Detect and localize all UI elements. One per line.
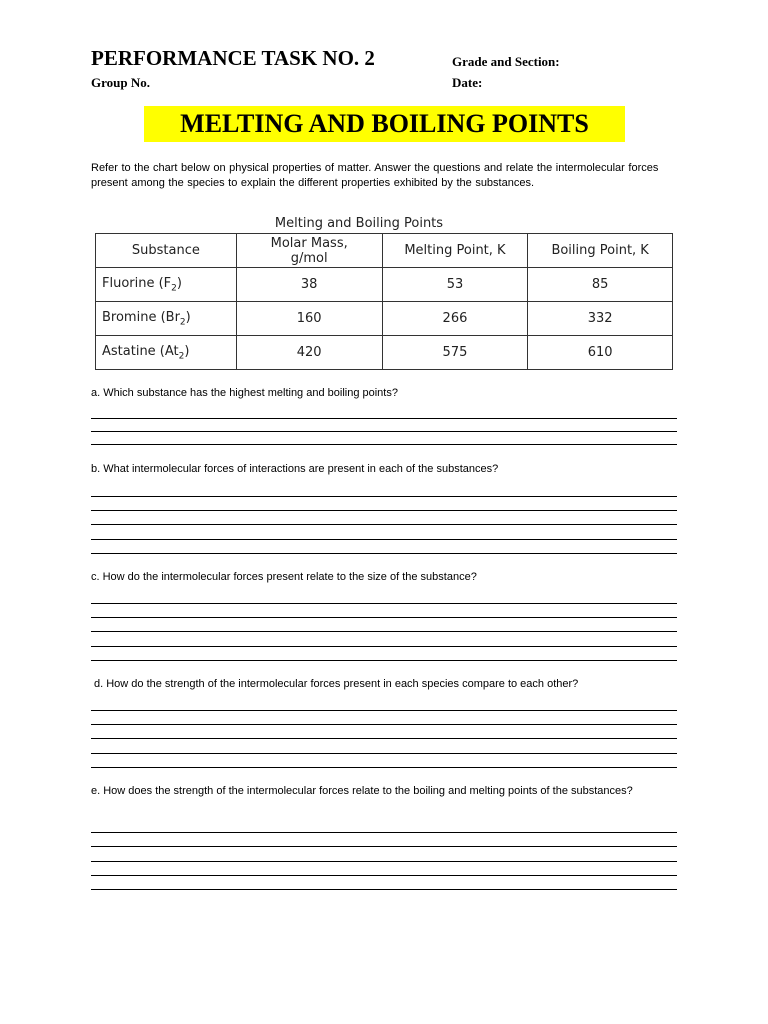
answer-line-b[interactable] bbox=[91, 510, 677, 511]
question-e: e. How does the strength of the intermolecular forces relate to the boiling and melting points of the substances? bbox=[91, 785, 633, 797]
answer-line-d[interactable] bbox=[91, 753, 677, 754]
table-row bbox=[96, 336, 673, 370]
table-caption: Melting and Boiling Points bbox=[274, 216, 444, 231]
cell-melting-point: 266 bbox=[382, 302, 528, 336]
answer-line-b[interactable] bbox=[91, 524, 677, 525]
answer-line-b[interactable] bbox=[91, 553, 677, 554]
cell-substance: Bromine $(Br_2)$ bbox=[96, 302, 237, 336]
cell-boiling-point: 332 bbox=[528, 302, 673, 336]
header-boiling-point: Boiling Point, K bbox=[528, 234, 673, 268]
properties-table bbox=[95, 233, 673, 370]
answer-line-d[interactable] bbox=[91, 738, 677, 739]
answer-line-b[interactable] bbox=[91, 539, 677, 540]
grade-section-label: Grade and Section: bbox=[452, 54, 560, 69]
main-heading: MELTING AND BOILING POINTS bbox=[144, 106, 625, 142]
header-molar-mass bbox=[236, 234, 382, 268]
answer-line-a[interactable] bbox=[91, 444, 677, 445]
cell-boiling-point: 610 bbox=[528, 336, 673, 370]
cell-molar-mass: 160 bbox=[236, 302, 382, 336]
instructions-text: Refer to the chart below on physical properties of matter. Answer the questions and relate the intermolecular forces present among the species to explain the different properties exhibited by the substances. bbox=[91, 162, 659, 189]
cell-melting-point: 575 bbox=[382, 336, 528, 370]
answer-line-c[interactable] bbox=[91, 660, 677, 661]
cell-molar-mass: 420 bbox=[236, 336, 382, 370]
table-header-row bbox=[96, 234, 673, 268]
group-number-label: Group No. bbox=[91, 75, 150, 90]
answer-line-e[interactable] bbox=[91, 889, 677, 890]
cell-substance: Astatine $(At_2)$ bbox=[96, 336, 237, 370]
answer-line-c[interactable] bbox=[91, 603, 677, 604]
date-label: Date: bbox=[452, 75, 483, 90]
cell-boiling-point: 85 bbox=[528, 268, 673, 302]
answer-line-a[interactable] bbox=[91, 418, 677, 419]
question-c: c. How do the intermolecular forces present relate to the size of the substance? bbox=[91, 571, 477, 583]
answer-line-e[interactable] bbox=[91, 861, 677, 862]
header-substance: Substance bbox=[96, 234, 237, 268]
answer-line-d[interactable] bbox=[91, 724, 677, 725]
answer-line-d[interactable] bbox=[91, 710, 677, 711]
question-a: a. Which substance has the highest melting and boiling points? bbox=[91, 387, 398, 399]
answer-line-c[interactable] bbox=[91, 631, 677, 632]
cell-substance: Fluorine $(F_2)$ bbox=[96, 268, 237, 302]
answer-line-a[interactable] bbox=[91, 431, 677, 432]
question-b: b. What intermolecular forces of interactions are present in each of the substances? bbox=[91, 463, 499, 475]
answer-line-c[interactable] bbox=[91, 646, 677, 647]
answer-line-b[interactable] bbox=[91, 496, 677, 497]
question-d: d. How do the strength of the intermolecular forces present in each species compare to each other? bbox=[94, 678, 579, 690]
answer-line-e[interactable] bbox=[91, 832, 677, 833]
header-melting-point: Melting Point, K bbox=[382, 234, 528, 268]
answer-line-d[interactable] bbox=[91, 767, 677, 768]
header-molar-mass-text: Molar Mass, g/mol bbox=[270, 235, 348, 266]
answer-line-c[interactable] bbox=[91, 617, 677, 618]
answer-line-e[interactable] bbox=[91, 846, 677, 847]
table-row bbox=[96, 268, 673, 302]
task-title: PERFORMANCE TASK NO. 2 bbox=[91, 46, 375, 70]
table-row bbox=[96, 302, 673, 336]
cell-molar-mass: 38 bbox=[236, 268, 382, 302]
cell-melting-point: 53 bbox=[382, 268, 528, 302]
answer-line-e[interactable] bbox=[91, 875, 677, 876]
